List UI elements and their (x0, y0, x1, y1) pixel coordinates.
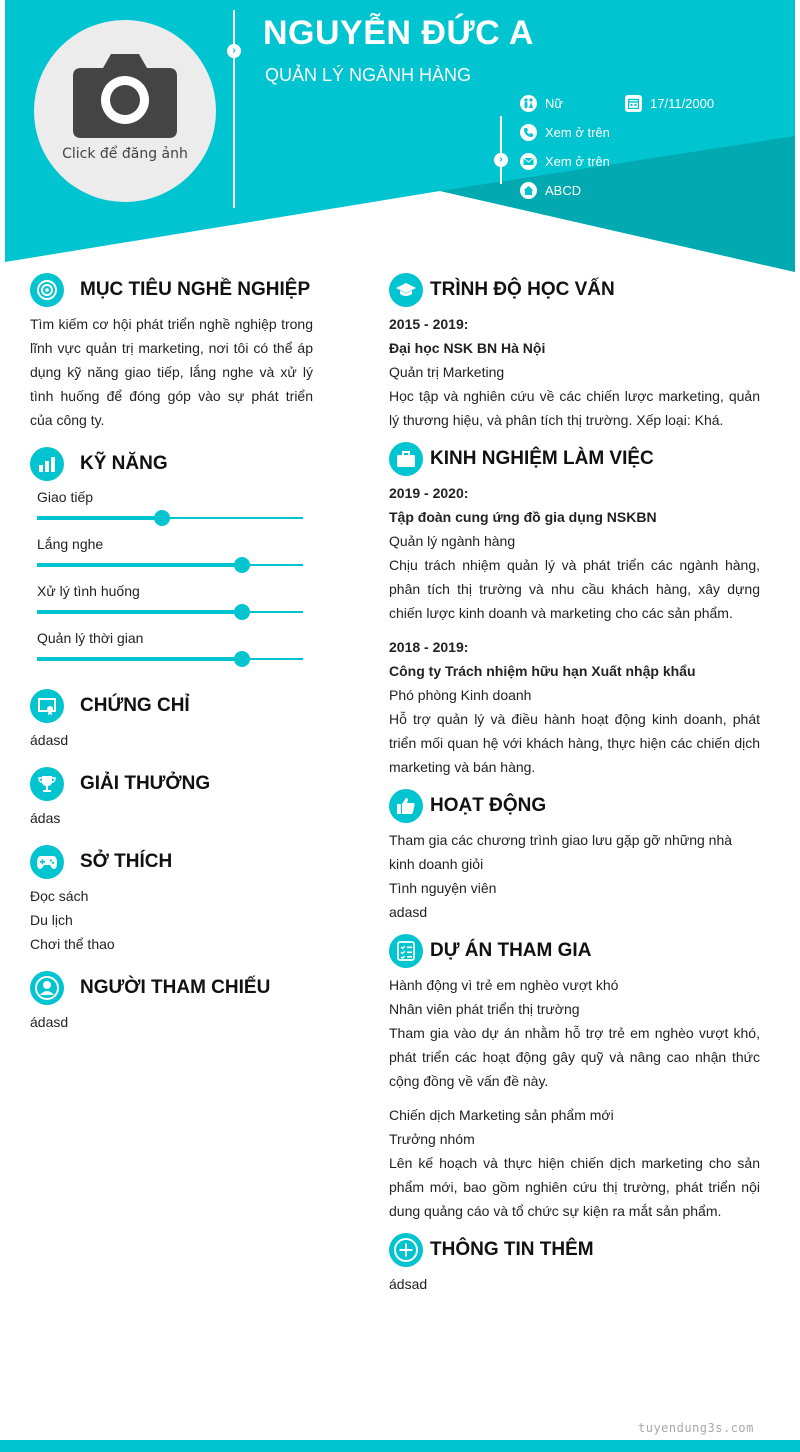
experience-role: Quản lý ngành hàng (389, 533, 516, 549)
trophy-icon (30, 767, 64, 801)
watermark: tuyendung3s.com (638, 1421, 754, 1435)
contact-phone[interactable] (520, 124, 610, 141)
contact-birthday[interactable] (625, 95, 714, 112)
activity-item: adasd (389, 904, 428, 920)
section-references-heading (30, 971, 270, 1005)
certificate-icon (30, 689, 64, 723)
target-icon (30, 273, 64, 307)
chevron-right-icon: › (227, 44, 241, 58)
section-certificates-heading (30, 689, 190, 723)
checklist-icon (389, 934, 423, 968)
cv-header (0, 0, 800, 280)
project-name: Chiến dịch Marketing sản phẩm mới (389, 1107, 614, 1123)
plus-circle-icon (389, 1233, 423, 1267)
references-text[interactable]: ádasd (30, 1014, 69, 1030)
section-title: GIẢI THƯỞNG (80, 773, 211, 794)
hobby-item: Đọc sách (30, 888, 89, 904)
education-entry[interactable] (389, 312, 760, 432)
experience-role: Phó phòng Kinh doanh (389, 687, 532, 703)
skill-level-handle[interactable] (154, 510, 170, 526)
photo-upload-label: Click để đăng ảnh (62, 146, 188, 162)
skill-label: Giao tiếp (37, 489, 94, 505)
project-role: Nhân viên phát triển thị trường (389, 1001, 580, 1017)
experience-period: 2018 - 2019: (389, 639, 469, 655)
experience-company: Tập đoàn cung ứng đồ gia dụng NSKBN (389, 509, 657, 525)
section-title: KỸ NĂNG (80, 453, 168, 474)
address-value: ABCD (545, 183, 582, 198)
job-position[interactable]: QUẢN LÝ NGÀNH HÀNG (265, 65, 472, 85)
skill-level-handle[interactable] (234, 651, 250, 667)
section-hobbies-heading (30, 845, 172, 879)
full-name[interactable]: NGUYỄN ĐỨC A (263, 14, 534, 52)
email-value: Xem ở trên (545, 154, 610, 169)
gamepad-icon (30, 845, 64, 879)
section-title: HOẠT ĐỘNG (430, 795, 547, 816)
email-icon (520, 153, 537, 170)
certificates-text[interactable]: ádasd (30, 732, 69, 748)
education-major: Quản trị Marketing (389, 364, 505, 380)
activity-item: Tình nguyện viên (389, 880, 497, 896)
footer-bar (0, 1440, 800, 1452)
education-school: Đại học NSK BN Hà Nội (389, 340, 546, 356)
experience-company: Công ty Trách nhiệm hữu hạn Xuất nhập khẩu (389, 663, 696, 679)
skill-level-fill (37, 657, 242, 661)
experience-description: Chịu trách nhiệm quản lý và phát triển các ngành hàng, phân tích thị trường và nhu cầu khách hàng, xây dựng chiến lược kinh doanh và marketing cho các sản phẩm. (389, 557, 760, 621)
section-experience-heading (389, 442, 654, 476)
birthday-value: 17/11/2000 (650, 96, 715, 111)
home-icon (520, 182, 537, 199)
awards-text[interactable]: ádas (30, 810, 61, 826)
graduation-cap-icon (389, 273, 423, 307)
experience-entry[interactable] (389, 635, 760, 779)
section-title: MỤC TIÊU NGHỀ NGHIỆP (80, 279, 311, 300)
section-title: NGƯỜI THAM CHIẾU (80, 977, 271, 998)
additional-text[interactable]: ádsad (389, 1276, 428, 1292)
skill-label: Xử lý tình huống (37, 583, 140, 599)
skill-label: Quản lý thời gian (37, 630, 144, 646)
education-period: 2015 - 2019: (389, 316, 469, 332)
skill-level-slider[interactable] (37, 658, 303, 660)
briefcase-icon (389, 442, 423, 476)
experience-period: 2019 - 2020: (389, 485, 469, 501)
chevron-right-icon: › (494, 153, 508, 167)
section-projects-heading (389, 934, 591, 968)
skill-level-slider[interactable] (37, 517, 303, 519)
section-awards-heading (30, 767, 210, 801)
hobby-item: Du lịch (30, 912, 73, 928)
section-activities-heading (389, 789, 546, 823)
experience-entry[interactable] (389, 481, 760, 625)
project-description: Lên kế hoạch và thực hiện chiến dịch marketing cho sản phẩm mới, bao gồm nghiên cứu thị trường, phát triển nội dung quảng cáo và tổ chức sự kiện ra mắt sản phẩm. (389, 1155, 760, 1219)
section-title: DỰ ÁN THAM GIA (430, 940, 592, 961)
calendar-icon (625, 95, 642, 112)
contact-gender[interactable] (520, 95, 563, 112)
contact-email[interactable] (520, 153, 610, 170)
skill-level-handle[interactable] (234, 557, 250, 573)
project-name: Hành động vì trẻ em nghèo vượt khó (389, 977, 619, 993)
skill-level-slider[interactable] (37, 611, 303, 613)
section-objective-heading (30, 273, 310, 307)
contact-address[interactable] (520, 182, 581, 199)
camera-icon (71, 46, 179, 142)
gender-icon (520, 95, 537, 112)
phone-value: Xem ở trên (545, 125, 610, 140)
skill-level-fill (37, 610, 242, 614)
hobbies-list[interactable] (30, 884, 115, 956)
project-role: Trưởng nhóm (389, 1131, 475, 1147)
experience-description: Hỗ trợ quản lý và điều hành hoạt động kinh doanh, phát triển mối quan hệ với khách hàng, thực hiện các chiến dịch marketing và bán hàng. (389, 711, 760, 775)
skill-label: Lắng nghe (37, 536, 104, 552)
thumbs-up-icon (389, 789, 423, 823)
section-title: CHỨNG CHỈ (80, 695, 190, 716)
person-icon (30, 971, 64, 1005)
contact-divider (500, 116, 502, 184)
skill-level-fill (37, 516, 162, 520)
phone-icon (520, 124, 537, 141)
gender-value: Nữ (545, 96, 564, 111)
profile-photo-upload[interactable] (34, 20, 216, 202)
skill-level-slider[interactable] (37, 564, 303, 566)
hobby-item: Chơi thể thao (30, 936, 115, 952)
skill-level-handle[interactable] (234, 604, 250, 620)
project-description: Tham gia vào dự án nhằm hỗ trợ trẻ em nghèo vượt khó, phát triển các hoạt động gây quỹ và nâng cao nhận thức cộng đồng về vấn đề này. (389, 1025, 760, 1089)
section-education-heading (389, 273, 615, 307)
activities-list[interactable] (389, 828, 760, 924)
project-entry[interactable] (389, 973, 760, 1093)
section-skills-heading (30, 447, 168, 481)
objective-text[interactable]: Tìm kiếm cơ hội phát triển nghề nghiệp trong lĩnh vực quản trị marketing, nơi tôi có thể áp dụng kỹ năng giao tiếp, lắng nghe và xử lý tình huống để đóng góp vào sự phát triển của công ty. (30, 316, 313, 428)
skill-level-fill (37, 563, 242, 567)
section-title: SỞ THÍCH (80, 851, 173, 872)
section-title: THÔNG TIN THÊM (430, 1239, 594, 1260)
education-description: Học tập và nghiên cứu về các chiến lược marketing, quản lý thương hiệu, và phân tích thị trường. Xếp loại: Khá. (389, 388, 760, 428)
section-title: TRÌNH ĐỘ HỌC VẤN (430, 279, 615, 300)
bar-chart-icon (30, 447, 64, 481)
section-title: KINH NGHIỆM LÀM VIỆC (430, 448, 654, 469)
activity-item: Tham gia các chương trình giao lưu gặp gỡ những nhà kinh doanh giỏi (389, 832, 733, 872)
section-additional-heading (389, 1233, 594, 1267)
header-divider (233, 10, 235, 208)
project-entry[interactable] (389, 1103, 760, 1223)
